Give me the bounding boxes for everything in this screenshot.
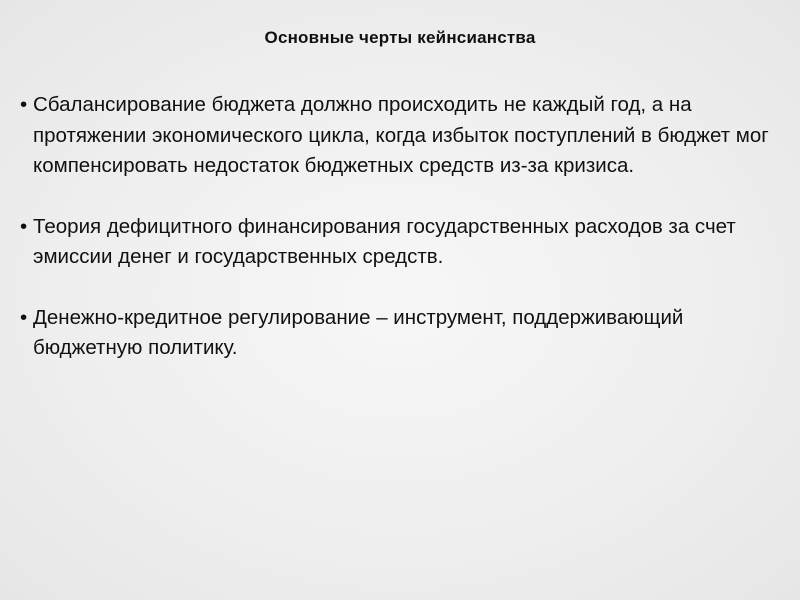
bullet-dot-icon: • [20,214,28,238]
bullet-item [20,90,780,182]
bullet-text: Теория дефицитного финансирования государственных расходов за счет эмиссии денег и государственных средств. [33,214,736,268]
bullet-item [20,212,780,273]
bullet-dot-icon: • [20,93,28,116]
slide-title: Основные черты кейнсианства [264,28,536,47]
bullet-text: Денежно-кредитное регулирование – инструмент, поддерживающий бюджетную политику. [33,305,684,359]
bullet-item [20,303,780,364]
bullet-list [20,90,780,394]
bullet-dot-icon: • [20,305,28,329]
bullet-text: Сбалансирование бюджета должно происходить не каждый год, а на протяжении экономического цикла, когда избыток поступлений в бюджет мог компенсировать недостаток бюджетных средств из-за кризиса. [33,93,769,177]
